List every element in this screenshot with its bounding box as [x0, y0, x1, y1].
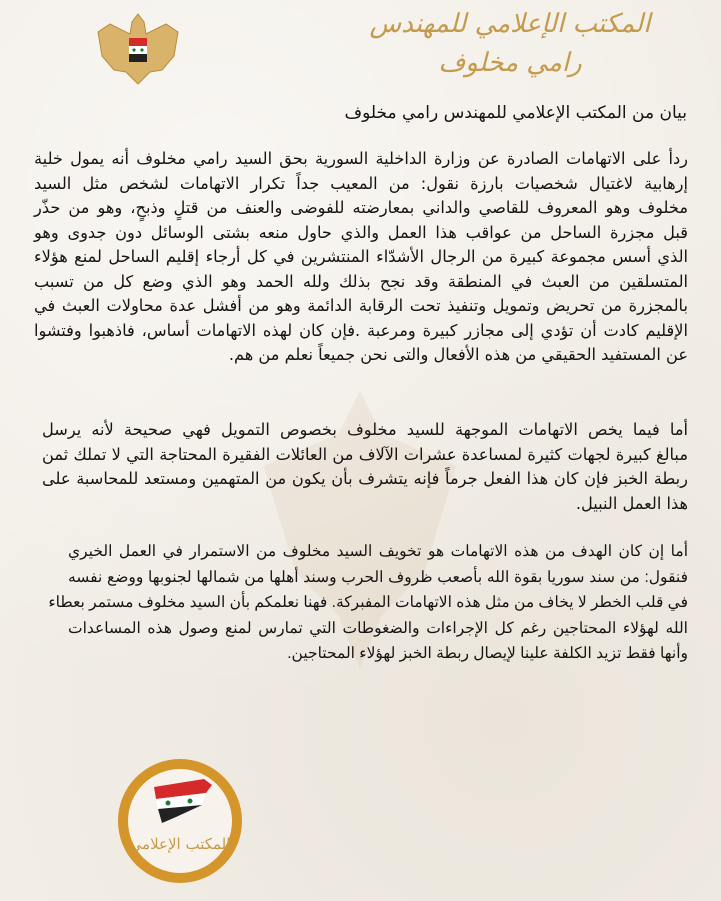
- paragraph-line: المتسلقين من العبث في المنطقة وقد نجح بذلك ولله الحمد وهو الذي وضع كل من تسبب: [34, 271, 688, 291]
- paragraph-line: قبل مجزرة الساحل من عواقب هذا العمل والذي حاول منعه بشتى الوسائل دون جدوى وهو: [34, 222, 688, 242]
- paragraph-line: أما إن كان الهدف من هذه الاتهامات هو تخويف السيد مخلوف من الاستمرار في العمل الخيري: [68, 543, 688, 560]
- paragraph-line: أما فيما يخص الاتهامات الموجهة للسيد مخلوف بخصوص التمويل فهي صحيحة لأنه يرسل: [42, 420, 688, 439]
- media-office-seal: [116, 757, 244, 885]
- paragraph-line: الله لهؤلاء المحتاجين رغم كل الإجراءات والضغوطات التي تمارس لمنع وصول هذه المساعدات: [68, 619, 688, 637]
- paragraph-line: في قلب الخطر لا يخاف من مثل هذه الاتهامات المفبركة. فهنا نعلمكم بأن السيد مخلوف مستمر بعطاء: [48, 594, 688, 611]
- paragraph-line: مبالغ كبيرة لجهات كثيرة لمساعدة عشرات الآلاف من العائلات الفقيرة المحتاجة التي لا تملك ثمن: [42, 444, 688, 464]
- paragraph-line: الذي أسس مجموعة كبيرة من الرجال الأشدّاء المنتشرين في كل أرجاء إقليم الساحل لمنع هؤلاء: [34, 247, 688, 266]
- office-logo-line1: المكتب الإعلامي للمهندس: [369, 9, 651, 39]
- paragraph-3: [48, 539, 688, 667]
- paragraph-line: إرهابية لاغتيال شخصيات بارزة نقول: من المعيب جداً تكرار الاتهامات لشخص مثل السيد: [34, 173, 688, 193]
- office-logo: [330, 4, 690, 88]
- paragraph-line: هذا العمل النبيل.: [575, 493, 688, 513]
- paragraph-line: عن المستفيد الحقيقي من هذه الأفعال والتى نحن جميعاً نعلم من هم.: [228, 345, 688, 364]
- paragraph-line: ربطة الخبز فإن كان هذا الفعل جرماً فإنه يتشرف بأن يكون من المتهمين ومستعد للمحاسبة على: [42, 469, 688, 488]
- seal-text: المكتب الإعلامي: [129, 835, 231, 853]
- statement-title: بيان من المكتب الإعلامي للمهندس رامي مخلوف: [344, 103, 687, 123]
- paragraph-line: بالمجزرة من تحريض وتمويل وتنفيذ تحت الرقابة الدائمة وهو من أفشل عدة محاولات العبث في: [34, 296, 688, 315]
- paragraph-line: ردأ على الاتهامات الصادرة عن وزارة الداخلية السورية بحق السيد رامي مخلوف أنه يمول خلية: [34, 149, 688, 168]
- seal-ring: [118, 759, 242, 883]
- paragraph-2: [42, 418, 688, 516]
- paragraph-line: وأنها فقط تزيد الكلفة علينا لإيصال ربطة الخبز لهؤلاء المحتاجين.: [287, 645, 688, 662]
- paragraph-line: الإقليم كادت أن تؤدي إلى مجازر كبيرة ومرعبة .فإن كان لهذه الاتهامات أساس، فاذهبوا وفتشوا: [34, 320, 688, 340]
- office-logo-line2: رامي مخلوف: [438, 48, 582, 78]
- paragraph-1: [34, 147, 688, 368]
- paragraph-line: مخلوف وهو المعروف للقاصي والداني بمعارضته للفوضى والعنف من قتلٍ وذبحٍ، وهو من حذّر: [34, 198, 688, 217]
- syrian-eagle-emblem: [96, 10, 180, 86]
- paragraph-line: فنقول: من سند سوريا بقوة الله بأصعب ظروف الحرب وسند أهلها من شمالها لجنوبها ووضع نفسه: [68, 568, 688, 586]
